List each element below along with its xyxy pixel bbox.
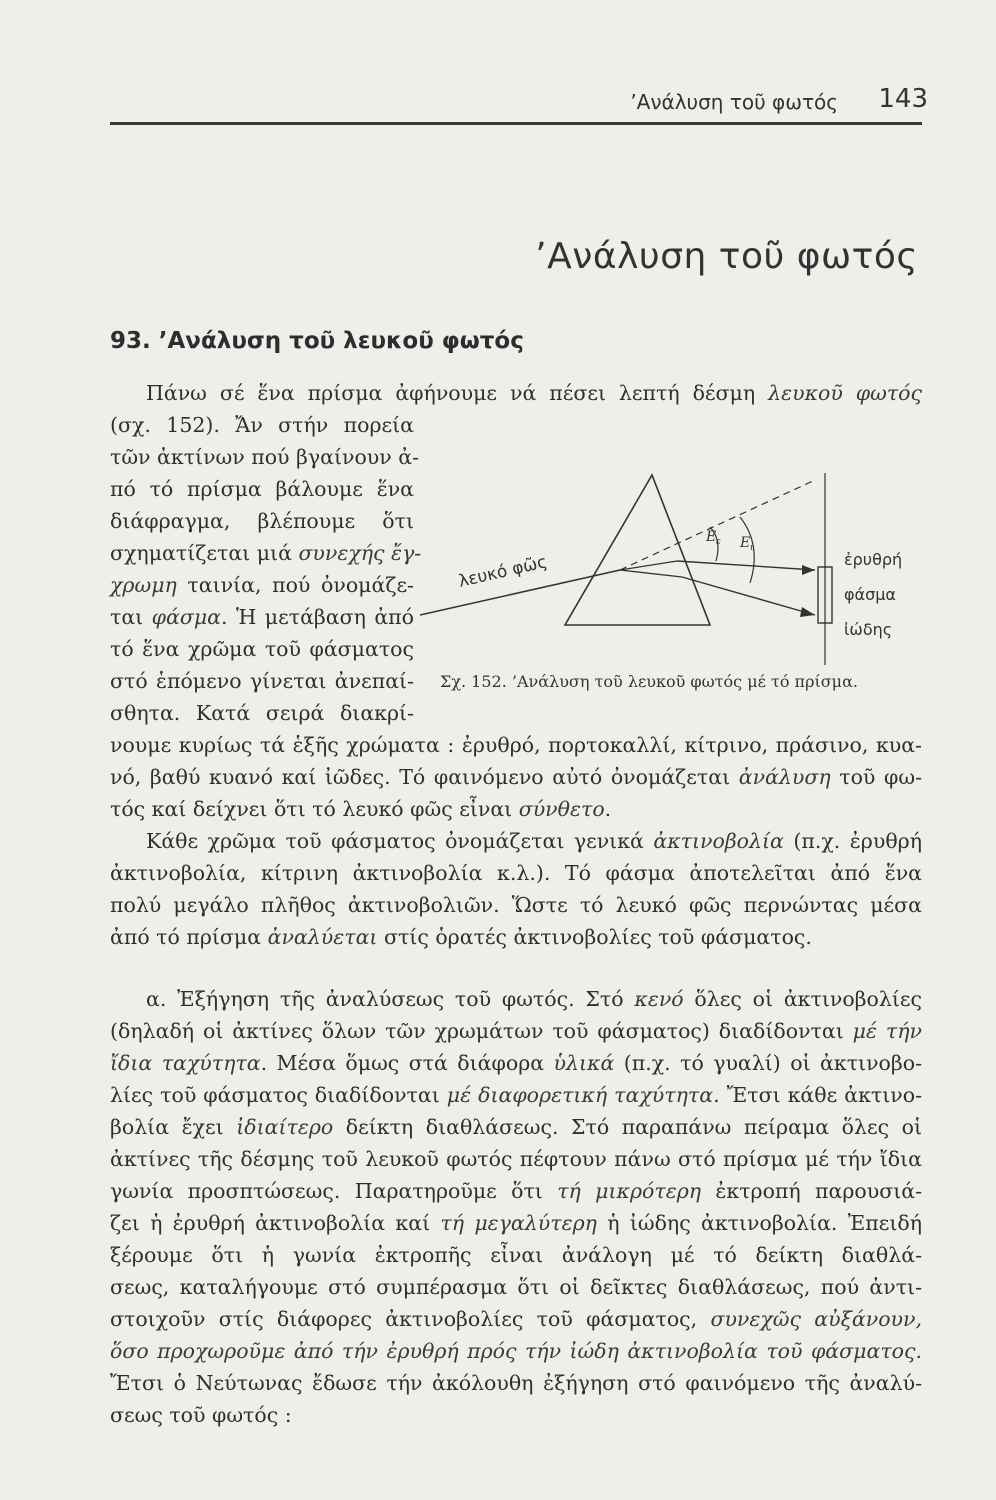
angle-label-red: Ε	[740, 535, 751, 551]
section-title: ’Ανάλυση τοῦ λευκοῦ φωτός	[158, 328, 524, 354]
paragraph-line: ἀκτίνες τῆς δέσμης τοῦ λευκοῦ φωτός πέφτουν πάνω στό πρίσμα μέ τήν ἴδια	[110, 1147, 922, 1171]
page-number: 143	[878, 84, 928, 114]
paragraph-line: ζει ἡ ἐρυθρή ἀκτινοβολία καί τή μεγαλύτερη ἡ ἰώδης ἀκτινοβολία. Ἐπειδή	[110, 1211, 922, 1235]
paragraph-line: Ἔτσι ὁ Νεύτωνας ἔδωσε τήν ἀκόλουθη ἐξήγηση στό φαινόμενο τῆς ἀναλύ-	[110, 1371, 922, 1395]
paragraph-line: πολύ μεγάλο πλῆθος ἀκτινοβολιῶν. Ὥστε τό λευκό φῶς περνώντας μέσα	[110, 893, 922, 917]
prism-diagram	[410, 455, 930, 675]
paragraph-line: σθητα. Κατά σειρά διακρί-	[110, 701, 414, 725]
paragraph-line: (δηλαδή οἱ ἀκτίνες ὅλων τῶν χρωμάτων τοῦ φάσματος) διαδίδονται μέ τήν	[110, 1019, 922, 1043]
figure-caption: Σχ. 152. ’Ανάλυση τοῦ λευκοῦ φωτός μέ τό πρίσμα.	[440, 672, 858, 691]
paragraph-line: πό τό πρίσμα βάλουμε ἕνα	[110, 477, 414, 501]
angle-label-violet-sub: ε	[716, 537, 721, 547]
section-heading	[110, 328, 524, 354]
prism-triangle	[565, 475, 710, 625]
section-number: 93.	[110, 328, 151, 354]
paragraph-line: τό ἕνα χρῶμα τοῦ φάσματος	[110, 637, 414, 661]
paragraph-line: Κάθε χρῶμα τοῦ φάσματος ὀνομάζεται γενικά ἀκτινοβολία (π.χ. ἐρυθρή	[146, 829, 922, 853]
paragraph-line: νουμε κυρίως τά ἑξῆς χρώματα : ἐρυθρό, πορτοκαλλί, κίτρινο, πράσινο, κυα-	[110, 733, 922, 757]
red-ray	[677, 561, 815, 570]
paragraph-line: Πάνω σέ ἕνα πρίσμα ἀφήνουμε νά πέσει λεπτή δέσμη λευκοῦ φωτός	[146, 381, 922, 405]
paragraph-line: στό ἑπόμενο γίνεται ἀνεπαί-	[110, 669, 414, 693]
paragraph-line: α. Ἐξήγηση τῆς ἀναλύσεως τοῦ φωτός. Στό κενό ὅλες οἱ ἀκτινοβολίες	[146, 987, 923, 1011]
header-rule	[110, 122, 922, 125]
running-header-title: ’Ανάλυση τοῦ φωτός	[630, 90, 838, 114]
paragraph-line: γωνία προσπτώσεως. Παρατηροῦμε ὅτι τή μικρότερη ἐκτροπή παρουσιά-	[110, 1179, 923, 1203]
paragraph-line: διάφραγμα, βλέπουμε ὅτι	[110, 509, 414, 533]
paragraph-line: βολία ἔχει ἰδιαίτερο δείκτη διαθλάσεως. Στό παραπάνω πείραμα ὅλες οἱ	[110, 1115, 922, 1139]
angle-label-red-sub: ι	[750, 543, 754, 553]
paragraph-line: λίες τοῦ φάσματος διαδίδονται μέ διαφορετική ταχύτητα. Ἔτσι κάθε ἀκτινο-	[110, 1083, 923, 1107]
paragraph-line: ἴδια ταχύτητα. Μέσα ὅμως στά διάφορα ὑλικά (π.χ. τό γυαλί) οἱ ἀκτινοβο-	[110, 1051, 923, 1075]
paragraph-line: νό, βαθύ κυανό καί ἰῶδες. Τό φαινόμενο αὐτό ὀνομάζεται ἀνάλυση τοῦ φω-	[110, 765, 922, 789]
violet-ray	[682, 577, 815, 615]
angle-label-violet: Ε	[706, 529, 717, 545]
paragraph-line: σεως τοῦ φωτός :	[110, 1403, 292, 1427]
paragraph-line: ἀπό τό πρίσμα ἀναλύεται στίς ὁρατές ἀκτινοβολίες τοῦ φάσματος.	[110, 925, 812, 949]
violet-label: ἰώδης	[844, 620, 893, 639]
red-label: ἐρυθρή	[844, 550, 903, 569]
running-header	[110, 84, 928, 124]
internal-ray	[620, 561, 677, 570]
paragraph-line: στοιχοῦν στίς διάφορες ἀκτινοβολίες τοῦ φάσματος, συνεχῶς αὐξάνουν,	[110, 1307, 922, 1331]
arrowhead	[802, 565, 815, 575]
paragraph-line: ὅσο προχωροῦμε ἀπό τήν ἐρυθρή πρός τήν ἰώδη ἀκτινοβολία τοῦ φάσματος.	[110, 1339, 922, 1363]
paragraph-line: σχηματίζεται μιά συνεχής ἔγ-	[110, 541, 422, 565]
white-light-label: λευκό φῶς	[456, 552, 550, 592]
paragraph-line: ται φάσμα. Ἡ μετάβαση ἀπό	[110, 605, 414, 629]
internal-ray	[620, 570, 682, 577]
paragraph-line: τῶν ἀκτίνων πού βγαίνουν ἀ-	[110, 445, 420, 469]
spectrum-label: φάσμα	[844, 585, 896, 604]
paragraph-line: ξέρουμε ὅτι ἡ γωνία ἐκτροπῆς εἶναι ἀνάλογη μέ τό δείκτη διαθλά-	[110, 1243, 922, 1267]
arrowhead	[800, 607, 815, 617]
paragraph-line: (σχ. 152). Ἄν στήν πορεία	[110, 413, 414, 437]
paragraph-line: ἀκτινοβολία, κίτρινη ἀκτινοβολία κ.λ.). Τό φάσμα ἀποτελεῖται ἀπό ἕνα	[110, 861, 922, 885]
paragraph-line: τός καί δείχνει ὅτι τό λευκό φῶς εἶναι σύνθετο.	[110, 797, 612, 821]
paragraph-line: χρωμη ταινία, πού ὀνομάζε-	[110, 573, 414, 597]
paragraph-line: σεως, καταλήγουμε στό συμπέρασμα ὅτι οἱ δεῖκτες διαθλάσεως, πού ἀντι-	[110, 1275, 922, 1299]
chapter-title: ’Ανάλυση τοῦ φωτός	[535, 236, 918, 277]
